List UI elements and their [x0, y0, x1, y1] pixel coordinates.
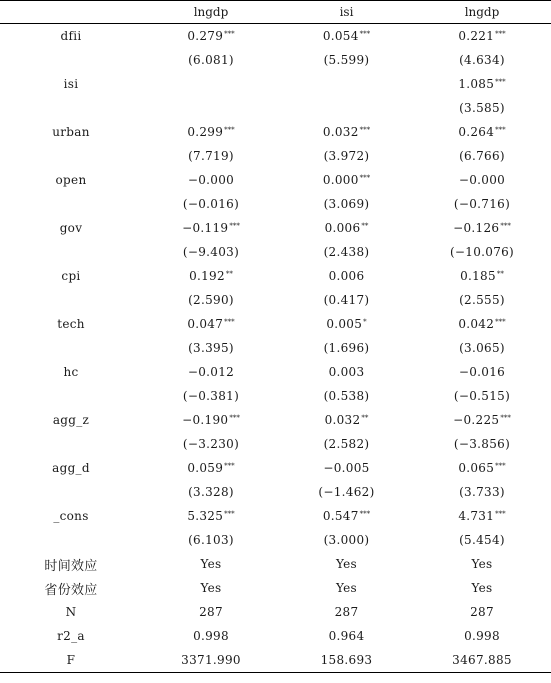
cell-value: 3467.885 — [452, 653, 512, 667]
table-cell — [280, 120, 413, 144]
table-cell — [413, 408, 551, 432]
cell-value: 0.042 — [458, 317, 495, 331]
table-cell — [413, 624, 551, 648]
cell-value: 0.006 — [328, 269, 365, 283]
table-cell — [413, 240, 551, 264]
table-row — [0, 408, 551, 432]
cell-value: (3.065) — [459, 341, 505, 355]
table-header — [0, 1, 551, 24]
significance-stars: *** — [495, 78, 506, 86]
significance-stars: *** — [495, 30, 506, 38]
cell-value: 287 — [470, 605, 494, 619]
table-row — [0, 528, 551, 552]
table-row — [0, 120, 551, 144]
table-cell — [413, 312, 551, 336]
cell-value: 0.059 — [187, 461, 224, 475]
cell-value: (−1.462) — [318, 485, 375, 499]
row-label: urban — [52, 125, 90, 139]
cell-value: −0.016 — [458, 365, 506, 379]
row-label: tech — [57, 317, 85, 331]
row-label — [0, 480, 142, 504]
header-variable-column — [0, 1, 142, 24]
cell-value: (2.555) — [459, 293, 505, 307]
table-cell — [413, 504, 551, 528]
significance-stars: *** — [359, 510, 371, 518]
cell-value: (−0.016) — [182, 197, 240, 211]
cell-value: Yes — [471, 557, 493, 571]
significance-stars: * — [363, 318, 367, 326]
cell-value: −0.126 — [453, 221, 500, 235]
cell-value: 0.006 — [324, 221, 361, 235]
row-label: gov — [59, 221, 83, 235]
table-row — [0, 648, 551, 673]
cell-value: (2.582) — [323, 437, 370, 451]
table-row — [0, 96, 551, 120]
cell-value: 0.279 — [187, 29, 224, 43]
table-cell — [413, 216, 551, 240]
table-row — [0, 552, 551, 576]
table-cell — [413, 96, 551, 120]
cell-value: (−0.381) — [182, 389, 240, 403]
table-cell — [280, 384, 413, 408]
cell-value: 3371.990 — [181, 653, 241, 667]
cell-value: 0.065 — [458, 461, 495, 475]
table-cell — [413, 576, 551, 600]
table-cell — [142, 408, 280, 432]
table-cell — [142, 144, 280, 168]
table-cell — [280, 408, 413, 432]
cell-value: 0.005 — [326, 317, 363, 331]
row-label — [0, 144, 142, 168]
cell-value: 5.325 — [187, 509, 224, 523]
significance-stars: *** — [224, 462, 235, 470]
significance-stars: *** — [229, 414, 240, 422]
header-model-2: isi — [280, 1, 413, 24]
cell-value: (6.766) — [459, 149, 505, 163]
cell-value: (−9.403) — [182, 245, 240, 259]
table-cell — [142, 72, 280, 96]
significance-stars: *** — [224, 30, 235, 38]
significance-stars: *** — [500, 222, 511, 230]
significance-stars: *** — [229, 222, 240, 230]
row-label: N — [65, 605, 77, 619]
cell-value: (3.972) — [323, 149, 370, 163]
cell-value: −0.000 — [187, 173, 235, 187]
cell-value: 0.185 — [460, 269, 496, 283]
table-cell — [413, 456, 551, 480]
table-cell — [280, 312, 413, 336]
cell-value: 0.221 — [458, 29, 495, 43]
table-row — [0, 264, 551, 288]
cell-value: (−0.716) — [453, 197, 511, 211]
table-cell — [142, 480, 280, 504]
table-cell — [280, 144, 413, 168]
table-cell — [280, 192, 413, 216]
row-label — [0, 48, 142, 72]
table-row — [0, 504, 551, 528]
significance-stars: ** — [225, 270, 233, 278]
table-cell — [413, 528, 551, 552]
table-cell — [142, 648, 280, 673]
table-cell — [142, 384, 280, 408]
table-row — [0, 192, 551, 216]
significance-stars: ** — [361, 222, 369, 230]
row-label: _cons — [53, 509, 89, 523]
cell-value: (5.454) — [459, 533, 505, 547]
table-row — [0, 240, 551, 264]
row-label — [0, 96, 142, 120]
cell-value: 0.054 — [322, 29, 359, 43]
table-cell — [142, 624, 280, 648]
cell-value: 287 — [199, 605, 223, 619]
table-cell — [413, 552, 551, 576]
table-cell — [142, 456, 280, 480]
table-cell — [413, 120, 551, 144]
significance-stars: *** — [500, 414, 511, 422]
significance-stars: ** — [361, 414, 369, 422]
table-cell — [413, 360, 551, 384]
header-model-1: lngdp — [142, 1, 280, 24]
cell-value: (3.069) — [323, 197, 370, 211]
cell-value: 0.003 — [328, 365, 365, 379]
row-label: isi — [63, 77, 79, 91]
cell-value: (−3.856) — [453, 437, 511, 451]
table-cell — [413, 48, 551, 72]
row-label — [0, 288, 142, 312]
table-row — [0, 480, 551, 504]
row-label — [0, 528, 142, 552]
cell-value: (0.538) — [323, 389, 370, 403]
table-cell — [280, 648, 413, 673]
cell-value: −0.225 — [453, 413, 500, 427]
table-cell — [280, 168, 413, 192]
cell-value: −0.012 — [187, 365, 235, 379]
header-model-3: lngdp — [413, 1, 551, 24]
table-cell — [413, 264, 551, 288]
cell-value: (5.599) — [323, 53, 370, 67]
significance-stars: *** — [359, 126, 371, 134]
table-cell — [413, 288, 551, 312]
table-cell — [413, 648, 551, 673]
significance-stars: *** — [495, 510, 506, 518]
cell-value: 0.299 — [187, 125, 224, 139]
significance-stars: *** — [495, 462, 506, 470]
cell-value: (3.328) — [188, 485, 234, 499]
row-label — [0, 240, 142, 264]
table-cell — [280, 24, 413, 49]
table-cell — [280, 216, 413, 240]
table-cell — [142, 168, 280, 192]
table-cell — [413, 72, 551, 96]
table-row — [0, 288, 551, 312]
cell-value: Yes — [200, 581, 222, 595]
table-body — [0, 24, 551, 673]
row-label — [0, 192, 142, 216]
table-cell — [142, 312, 280, 336]
cell-value: (2.590) — [188, 293, 234, 307]
table-cell — [413, 432, 551, 456]
row-label: hc — [63, 365, 79, 379]
table-cell — [413, 192, 551, 216]
row-label — [0, 432, 142, 456]
table-row — [0, 576, 551, 600]
cell-value: 0.000 — [322, 173, 359, 187]
cell-value: 0.964 — [328, 629, 365, 643]
row-label — [0, 384, 142, 408]
row-label: cpi — [61, 269, 81, 283]
cell-value: (−0.515) — [453, 389, 511, 403]
header-row — [0, 1, 551, 24]
row-label — [0, 336, 142, 360]
cell-value: (−10.076) — [449, 245, 515, 259]
table-cell — [280, 288, 413, 312]
cell-value: (1.696) — [323, 341, 370, 355]
table-row — [0, 48, 551, 72]
cell-value: (2.438) — [323, 245, 370, 259]
row-label: agg_z — [52, 413, 90, 427]
table-cell — [280, 264, 413, 288]
significance-stars: *** — [224, 510, 235, 518]
cell-value: (6.081) — [188, 53, 234, 67]
table-cell — [413, 480, 551, 504]
significance-stars: ** — [496, 270, 504, 278]
row-label: r2_a — [57, 629, 85, 643]
cell-value: (3.585) — [459, 101, 505, 115]
cell-value: (0.417) — [323, 293, 370, 307]
table-cell — [280, 600, 413, 624]
table-cell — [142, 192, 280, 216]
table-cell — [142, 600, 280, 624]
table-cell — [142, 504, 280, 528]
cell-value: (6.103) — [188, 533, 234, 547]
cell-value: Yes — [471, 581, 493, 595]
table-cell — [142, 216, 280, 240]
cell-value: 0.998 — [193, 629, 229, 643]
significance-stars: *** — [224, 318, 235, 326]
row-label: F — [0, 648, 142, 673]
table-row — [0, 360, 551, 384]
cell-value: (3.733) — [459, 485, 505, 499]
cell-value: (3.395) — [188, 341, 234, 355]
cell-value: −0.005 — [323, 461, 370, 475]
cell-value: 0.047 — [187, 317, 224, 331]
table-cell — [413, 24, 551, 49]
significance-stars: *** — [359, 30, 371, 38]
table-cell — [280, 456, 413, 480]
table-row — [0, 24, 551, 49]
table-cell — [142, 360, 280, 384]
table-cell — [142, 288, 280, 312]
table-row — [0, 456, 551, 480]
table-cell — [142, 264, 280, 288]
table-cell — [413, 168, 551, 192]
table-cell — [142, 528, 280, 552]
table-row — [0, 432, 551, 456]
table-cell — [280, 336, 413, 360]
table-row — [0, 168, 551, 192]
cell-value: Yes — [335, 557, 358, 571]
row-label: dfii — [60, 29, 82, 43]
table-cell — [280, 72, 413, 96]
cell-value: −0.119 — [182, 221, 229, 235]
cell-value: 287 — [334, 605, 359, 619]
table-cell — [142, 24, 280, 49]
table-cell — [280, 48, 413, 72]
table-cell — [142, 432, 280, 456]
table-cell — [142, 576, 280, 600]
significance-stars: *** — [495, 126, 506, 134]
row-label: 省份效应 — [44, 582, 98, 598]
table-cell — [280, 480, 413, 504]
cell-value: 0.998 — [464, 629, 500, 643]
cell-value: 4.731 — [458, 509, 495, 523]
cell-value: Yes — [200, 557, 222, 571]
table-cell — [280, 552, 413, 576]
cell-value: 0.032 — [324, 413, 361, 427]
cell-value: 1.085 — [458, 77, 495, 91]
table-cell — [280, 240, 413, 264]
table-cell — [280, 576, 413, 600]
cell-value: (−3.230) — [182, 437, 240, 451]
table-row — [0, 624, 551, 648]
cell-value: (7.719) — [188, 149, 234, 163]
table-row — [0, 144, 551, 168]
table-cell — [142, 336, 280, 360]
cell-value: Yes — [335, 581, 358, 595]
table-row — [0, 72, 551, 96]
cell-value: 0.264 — [458, 125, 495, 139]
table-cell — [413, 600, 551, 624]
table-cell — [413, 144, 551, 168]
table-cell — [142, 120, 280, 144]
table-cell — [280, 528, 413, 552]
row-label: agg_d — [52, 461, 90, 475]
table-cell — [280, 624, 413, 648]
table-cell — [280, 432, 413, 456]
cell-value: 0.192 — [189, 269, 225, 283]
significance-stars: *** — [495, 318, 506, 326]
table-row — [0, 600, 551, 624]
table-cell — [413, 336, 551, 360]
table-row — [0, 336, 551, 360]
table-row — [0, 384, 551, 408]
cell-value: 0.547 — [322, 509, 359, 523]
table-row — [0, 312, 551, 336]
table-cell — [280, 504, 413, 528]
row-label: open — [55, 173, 87, 187]
cell-value: 0.032 — [322, 125, 359, 139]
table-cell — [142, 48, 280, 72]
table-cell — [142, 96, 280, 120]
table-row — [0, 216, 551, 240]
table-cell — [280, 96, 413, 120]
row-label: 时间效应 — [44, 558, 98, 574]
table-cell — [142, 552, 280, 576]
table-cell — [280, 360, 413, 384]
significance-stars: *** — [224, 126, 235, 134]
cell-value: (4.634) — [459, 53, 505, 67]
cell-value: −0.190 — [182, 413, 229, 427]
significance-stars: *** — [359, 174, 371, 182]
cell-value: 158.693 — [320, 653, 373, 667]
table-cell — [142, 240, 280, 264]
table-cell — [413, 384, 551, 408]
cell-value: −0.000 — [458, 173, 506, 187]
cell-value: (3.000) — [323, 533, 370, 547]
